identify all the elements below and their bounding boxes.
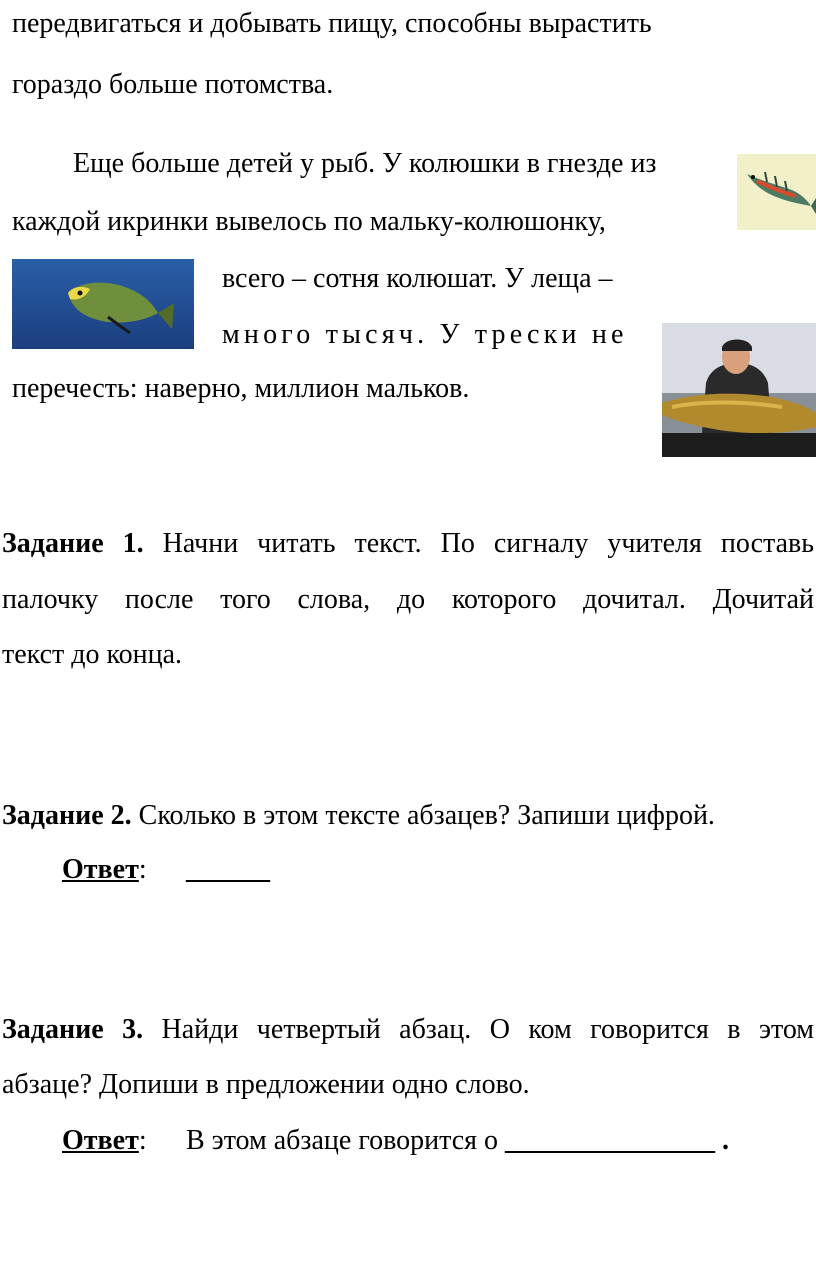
task2-label: Задание 2. xyxy=(2,800,132,831)
task3-answer-blank[interactable]: _______________ xyxy=(505,1125,716,1156)
task3-colon: : xyxy=(138,1125,147,1156)
task3-answer-sentence xyxy=(186,1124,729,1158)
task3-answer-row xyxy=(62,1124,147,1158)
story-line: гораздо больше потомства. xyxy=(12,69,334,100)
task1-label: Задание 1. xyxy=(2,528,144,559)
task3-answer-label: Ответ xyxy=(62,1125,139,1156)
task2-answer-row xyxy=(62,853,147,887)
diver-with-cod-icon xyxy=(662,323,816,457)
task1-line2: палочку после того слова, до которого дочитал. Дочитай xyxy=(2,584,814,615)
story-line: много тысяч. У трески не xyxy=(222,319,628,350)
story-line: каждой икринки вывелось по мальку-колюшонку, xyxy=(12,206,606,237)
task2-colon: : xyxy=(138,854,147,885)
task2-answer-blank[interactable]: ______ xyxy=(186,854,270,885)
story-line: перечесть: наверно, миллион мальков. xyxy=(12,373,470,404)
story-line: Еще больше детей у рыб. У колюшки в гнезде из xyxy=(73,148,657,179)
task1-line3: текст до конца. xyxy=(2,639,183,670)
task2-text: Сколько в этом тексте абзацев? Запиши цифрой. xyxy=(138,800,715,831)
task3-answer-period: . xyxy=(722,1125,730,1156)
triggerfish-underwater-icon xyxy=(12,259,194,349)
task3-label: Задание 3. xyxy=(2,1014,144,1045)
task2-answer-label: Ответ xyxy=(62,854,139,885)
stickleback-fish-icon xyxy=(737,154,816,230)
task3-text: Найди четвертый абзац. О ком говорится в этом xyxy=(161,1014,815,1045)
task3-answer-text: В этом абзаце говорится о xyxy=(186,1125,499,1156)
task1-text: Начни читать текст. По сигналу учителя поставь xyxy=(162,528,814,559)
task3-line1 xyxy=(2,1013,814,1047)
story-line: передвигаться и добывать пищу, способны вырастить xyxy=(12,8,652,39)
task1-line1 xyxy=(2,527,814,561)
story-line: всего – сотня колюшат. У леща – xyxy=(222,263,613,294)
task2-line1 xyxy=(2,799,715,833)
task3-line2: абзаце? Допиши в предложении одно слово. xyxy=(2,1069,530,1100)
